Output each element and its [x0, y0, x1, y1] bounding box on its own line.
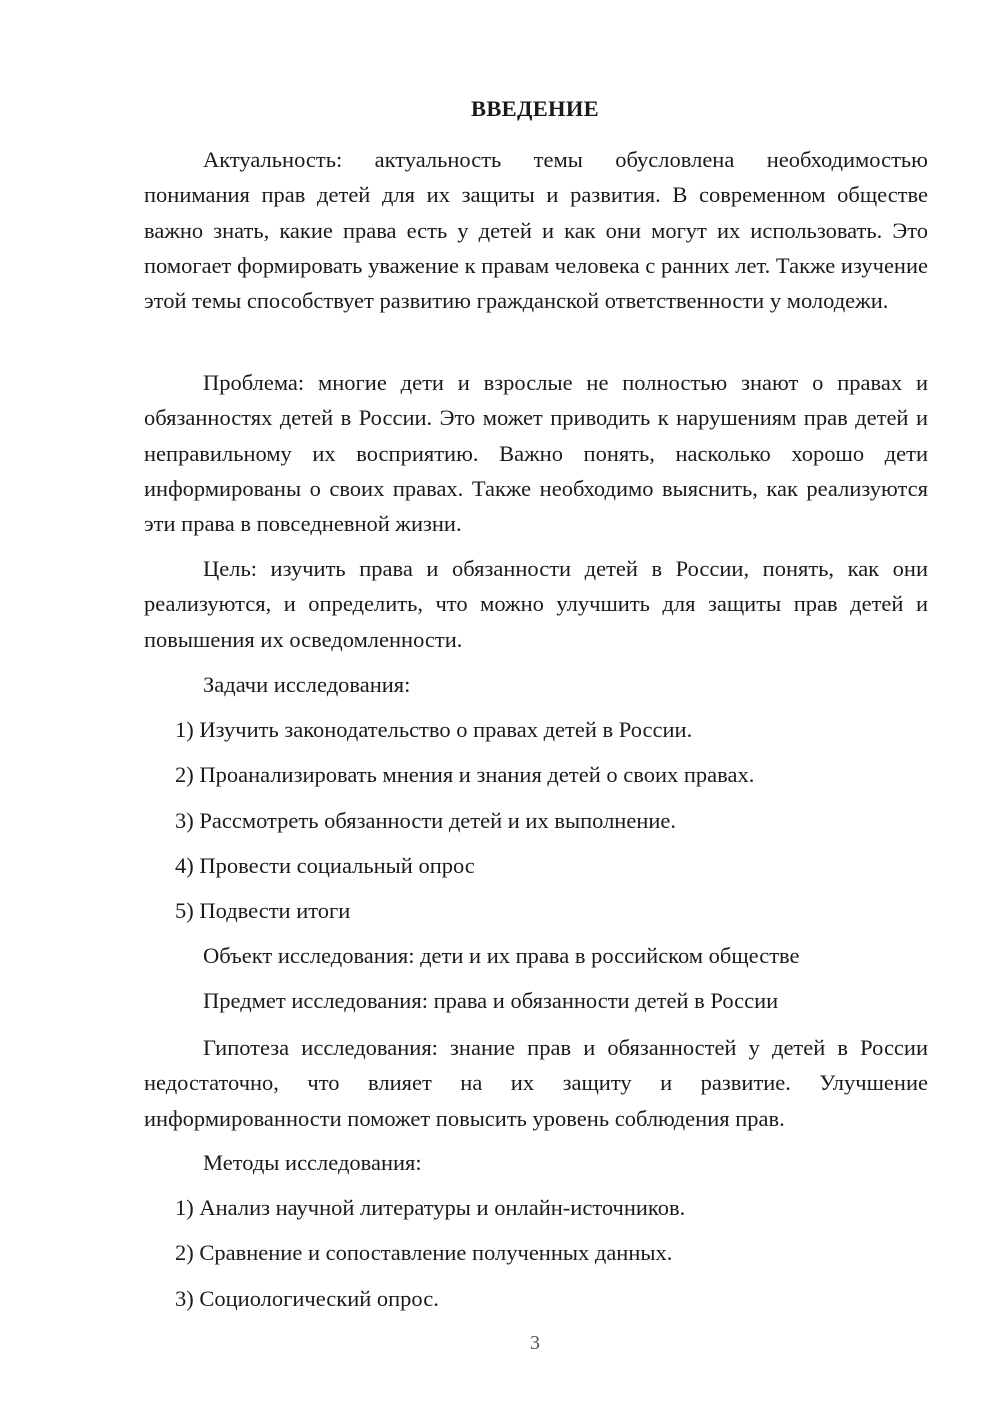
task-item: 1) Изучить законодательство о правах детей в России. — [175, 717, 693, 742]
page-number: 3 — [530, 1332, 540, 1354]
task-item: 4) Провести социальный опрос — [175, 853, 475, 878]
task-item: 5) Подвести итоги — [175, 898, 351, 923]
relevance-paragraph: Актуальность: актуальность темы обусловлена необходимостью понимания прав детей для их защиты и развития. В современном обществе важно знать, какие права есть у детей и как они могут их использовать. Это помогает формировать уважение к правам человека с ранних лет. Также изучение этой темы способствует развитию гражданской ответственности у молодежи. — [144, 147, 928, 314]
research-object: Объект исследования: дети и их права в российском обществе — [203, 943, 800, 968]
methods-heading: Методы исследования: — [203, 1150, 422, 1175]
tasks-heading: Задачи исследования: — [203, 672, 411, 697]
task-item: 3) Рассмотреть обязанности детей и их выполнение. — [175, 808, 677, 833]
method-item: 3) Социологический опрос. — [175, 1286, 439, 1311]
page-title: ВВЕДЕНИЕ — [471, 96, 599, 121]
method-item: 1) Анализ научной литературы и онлайн-источников. — [175, 1195, 686, 1220]
method-item: 2) Сравнение и сопоставление полученных данных. — [175, 1240, 673, 1265]
problem-paragraph: Проблема: многие дети и взрослые не полностью знают о правах и обязанностях детей в России. Это может приводить к нарушениям прав детей и неправильному их восприятию. Важно понять, насколько хорошо дети информированы о своих правах. Также необходимо выяснить, как реализуются эти права в повседневной жизни. — [144, 370, 928, 537]
research-subject: Предмет исследования: права и обязанности детей в России — [203, 988, 779, 1013]
hypothesis-paragraph: Гипотеза исследования: знание прав и обязанностей у детей в России недостаточно, что влияет на их защиту и развитие. Улучшение информированности поможет повысить уровень соблюдения прав. — [144, 1035, 928, 1131]
goal-paragraph: Цель: изучить права и обязанности детей в России, понять, как они реализуются, и определить, что можно улучшить для защиты прав детей и повышения их осведомленности. — [144, 556, 928, 652]
task-item: 2) Проанализировать мнения и знания детей о своих правах. — [175, 762, 755, 787]
